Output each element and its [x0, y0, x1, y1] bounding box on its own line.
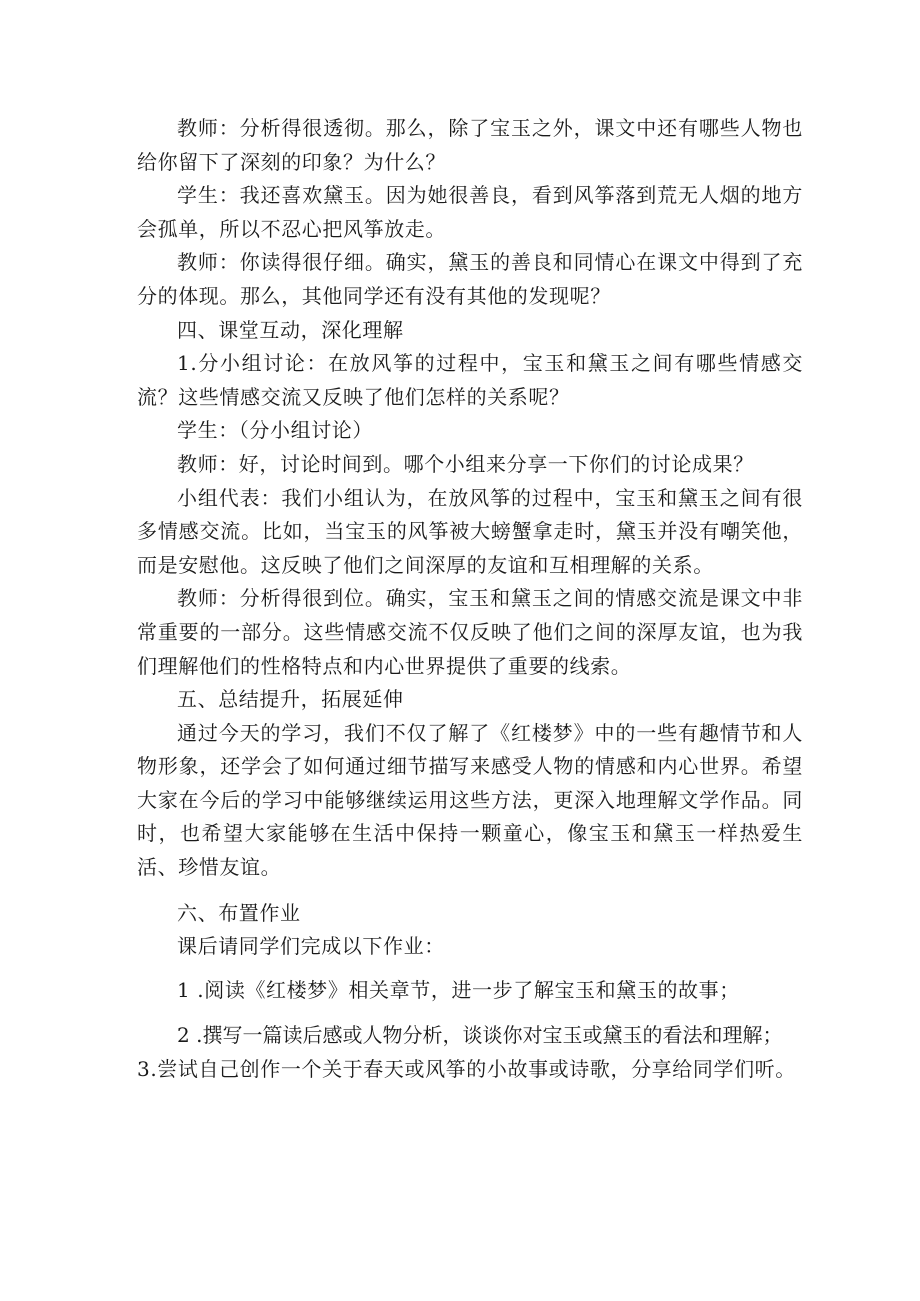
- homework-item-2: 2 .撰写一篇读后感或人物分析，谈谈你对宝玉或黛玉的看法和理解；: [177, 1023, 783, 1048]
- summary-paragraph: 通过今天的学习，我们不仅了解了《红楼梦》中的一些有趣情节和人物形象，还学会了如何通过细节描写来感受人物的情感和内心世界。希望大家在今后的学习中能够继续运用这些方法，更深入地理解文学作品。同时，也希望大家能够在生活中保持一颗童心，像宝玉和黛玉一样热爱生活、珍惜友谊。: [137, 720, 803, 880]
- section-heading-5: 五、总结提升，拓展延伸: [177, 687, 404, 712]
- dialogue-student-2: 学生：（分小组讨论）: [177, 418, 373, 443]
- dialogue-teacher-3: 教师：好，讨论时间到。哪个小组来分享一下你们的讨论成果？: [177, 451, 754, 476]
- homework-intro: 课后请同学们完成以下作业：: [177, 934, 445, 959]
- dialogue-teacher-1: 教师：分析得很透彻。那么，除了宝玉之外，课文中还有哪些人物也给你留下了深刻的印象？为什么？: [137, 116, 803, 174]
- dialogue-teacher-4: 教师：分析得很到位。确实，宝玉和黛玉之间的情感交流是课文中非常重要的一部分。这些情感交流不仅反映了他们之间的深厚友谊，也为我们理解他们的性格特点和内心世界提供了重要的线索。: [137, 586, 803, 678]
- dialogue-teacher-2: 教师：你读得很仔细。确实，黛玉的善良和同情心在课文中得到了充分的体现。那么，其他同学还有没有其他的发现呢？: [137, 250, 803, 308]
- document-page: [137, 112, 803, 1087]
- section-heading-4: 四、课堂互动，深化理解: [177, 317, 404, 342]
- group-representative-answer: 小组代表：我们小组认为，在放风筝的过程中，宝玉和黛玉之间有很多情感交流。比如，当宝玉的风筝被大螃蟹拿走时，黛玉并没有嘲笑他，而是安慰他。这反映了他们之间深厚的友谊和互相理解的关系。: [137, 485, 803, 577]
- section-heading-6: 六、布置作业: [177, 900, 301, 925]
- homework-item-1: 1 .阅读《红楼梦》相关章节，进一步了解宝玉和黛玉的故事；: [177, 977, 740, 1002]
- homework-item-3: 3.尝试自己创作一个关于春天或风筝的小故事或诗歌，分享给同学们听。: [137, 1057, 796, 1082]
- dialogue-student-1: 学生：我还喜欢黛玉。因为她很善良，看到风筝落到荒无人烟的地方会孤单，所以不忍心把风筝放走。: [137, 183, 803, 241]
- group-discussion-task: 1.分小组讨论：在放风筝的过程中，宝玉和黛玉之间有哪些情感交流？这些情感交流又反映了他们怎样的关系呢？: [137, 351, 803, 409]
